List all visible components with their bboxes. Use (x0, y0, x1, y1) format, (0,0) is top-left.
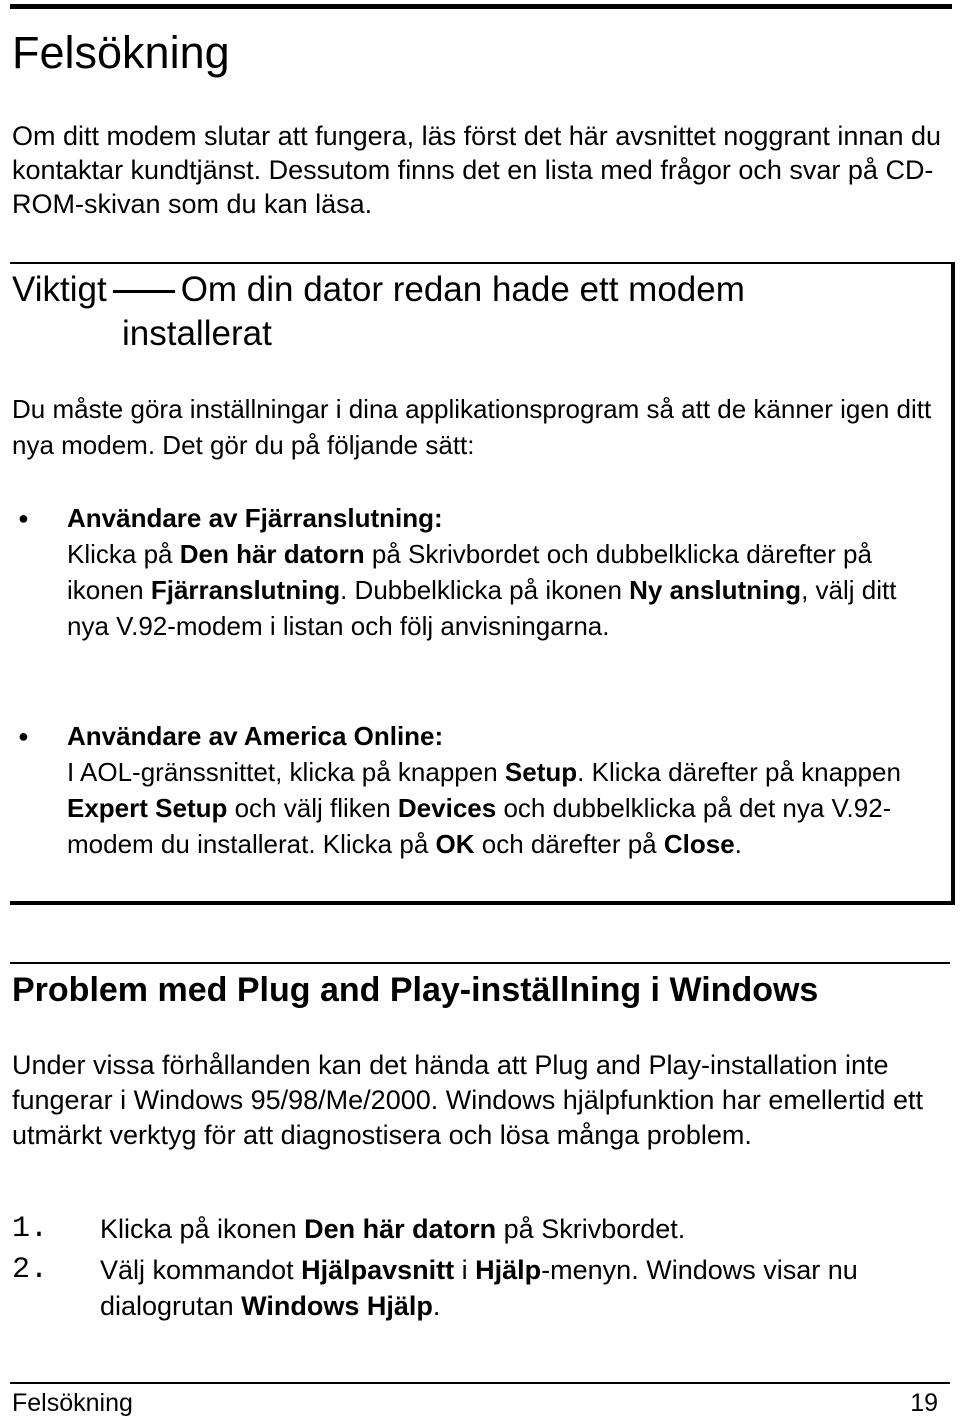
bold-term: Windows Hjälp (241, 1291, 433, 1321)
text-run: . (734, 829, 742, 859)
text-run: -menyn. Windows visar nu dialogrutan (100, 1255, 858, 1321)
footer-rule (10, 1382, 950, 1384)
bullet-text (67, 718, 932, 862)
text-run: . Dubbelklicka på ikonen (340, 575, 630, 605)
top-rule (10, 4, 952, 9)
bold-term: Devices (397, 793, 497, 823)
step-1 (12, 1211, 942, 1247)
bullet-text (67, 500, 932, 644)
bold-term: Hjälpavsnitt (301, 1255, 455, 1285)
bold-term: Fjärranslutning (150, 575, 341, 605)
text-run: Välj kommandot (100, 1255, 302, 1285)
bullet-icon: ● (18, 508, 29, 528)
step-number: 1. (12, 1212, 49, 1246)
important-label: Viktigt (12, 270, 107, 309)
intro-paragraph: Om ditt modem slutar att fungera, läs först det här avsnittet noggrant innan du kontaktar kundtjänst. Dessutom finns det en lista med frågor och svar på CD-ROM-skivan som du kan läsa. (12, 121, 941, 219)
text-run: på Skrivbordet. (496, 1214, 686, 1244)
section-heading: Problem med Plug and Play-inställning i Windows (12, 971, 819, 1009)
text-run: . Klicka därefter på knappen (577, 757, 901, 787)
bullet-icon: ● (18, 726, 29, 746)
bold-term: Den här datorn (304, 1214, 497, 1244)
section-rule (10, 962, 950, 964)
important-heading (12, 268, 745, 312)
step-text (100, 1252, 942, 1324)
bullet-item-dialup (12, 500, 932, 644)
text-run: Klicka på (67, 539, 180, 569)
bullet-heading: Användare av Fjärranslutning: (67, 503, 443, 533)
text-run: och dubbelklicka på det nya V.92-modem du installerat. Klicka på (67, 793, 892, 859)
step-text (100, 1211, 942, 1247)
important-heading-line2: installerat (122, 314, 272, 353)
bullet-item-aol (12, 718, 932, 862)
bullet-heading: Användare av America Online: (67, 721, 444, 751)
text-run: Klicka på ikonen (100, 1214, 305, 1244)
page-number: 19 (910, 1389, 938, 1417)
bold-term: OK (435, 829, 475, 859)
important-paragraph: Du måste göra inställningar i dina applikationsprogram så att de känner igen ditt nya modem. Det gör du på följande sätt: (12, 394, 932, 460)
step-2 (12, 1252, 942, 1324)
important-heading-line1: Om din dator redan hade ett modem (180, 270, 745, 309)
text-run: . (432, 1291, 441, 1321)
step-number: 2. (12, 1253, 49, 1287)
bold-term: Close (663, 829, 735, 859)
text-run: i (454, 1255, 476, 1285)
footer-section-title: Felsökning (12, 1389, 133, 1417)
text-run: och välj fliken (227, 793, 398, 823)
section-paragraph: Under vissa förhållanden kan det hända att Plug and Play-installation inte fungerar i Windows 95/98/Me/2000. Windows hjälpfunktion har emellertid ett utmärkt verktyg för att diagnostisera och lösa många problem. (12, 1050, 923, 1150)
text-run: och därefter på (474, 829, 664, 859)
bold-term: Hjälp (475, 1255, 542, 1285)
text-run: I AOL-gränssnittet, klicka på knappen (67, 757, 505, 787)
bold-term: Expert Setup (67, 793, 228, 823)
bold-term: Setup (504, 757, 578, 787)
bold-term: Den här datorn (179, 539, 365, 569)
text-run: , välj ditt nya V.92-modem i listan och följ anvisningarna. (67, 575, 897, 641)
bold-term: Ny anslutning (629, 575, 802, 605)
page-title: Felsökning (12, 27, 230, 78)
heading-dash (113, 290, 175, 293)
text-run: på Skrivbordet och dubbelklicka därefter på ikonen (67, 539, 872, 605)
